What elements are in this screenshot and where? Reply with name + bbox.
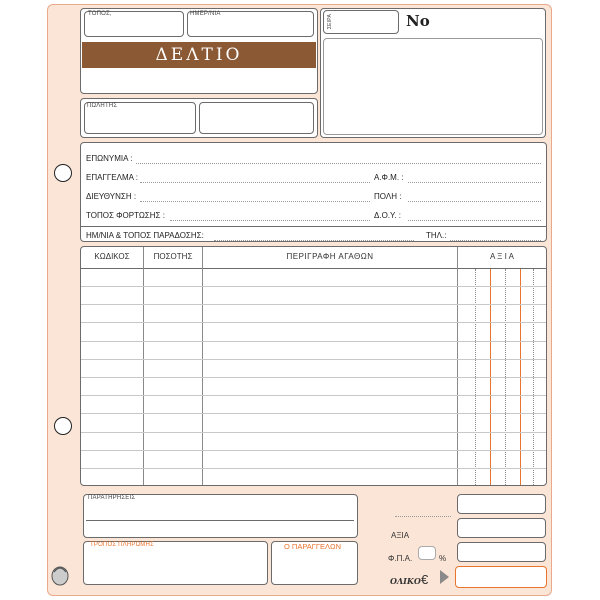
table-row[interactable] (81, 395, 546, 396)
table-row[interactable] (81, 432, 546, 433)
currency-symbol: € (421, 572, 429, 587)
vat-total-label: Φ.Π.Α. (388, 554, 413, 563)
customer-address-label: ΔΙΕΥΘΥΝΣΗ : (86, 192, 137, 201)
value-sub-field[interactable] (457, 518, 546, 538)
table-row[interactable] (81, 468, 546, 469)
col-desc-header: ΠΕΡΙΓΡΑΦΗ ΑΓΑΘΩΝ (286, 252, 374, 261)
delivery-line[interactable] (214, 240, 414, 241)
vat-total-field[interactable] (457, 542, 546, 562)
totals-top-line (395, 516, 451, 517)
table-row[interactable] (81, 286, 546, 287)
series-field[interactable] (323, 10, 399, 34)
customer-city-label: ΠΟΛΗ : (374, 192, 402, 201)
delivery-label: ΗΜ/ΝΙΑ & ΤΟΠΟΣ ΠΑΡΑΔΟΣΗΣ: (86, 231, 204, 240)
table-row[interactable] (81, 322, 546, 323)
customer-name-line[interactable] (136, 163, 541, 164)
customer-address-line[interactable] (140, 201, 370, 202)
loading-place-line[interactable] (170, 220, 370, 221)
grand-total-label: ΟΛΙΚΟ (390, 576, 421, 586)
table-row[interactable] (81, 359, 546, 360)
customer-divider (81, 226, 546, 227)
table-row[interactable] (81, 341, 546, 342)
phone-label: ΤΗΛ.: (426, 231, 447, 240)
loading-place-label: ΤΟΠΟΣ ΦΟΡΤΩΣΗΣ : (86, 211, 165, 220)
vat-percent-sign: % (439, 554, 447, 563)
col-qty-header: ΠΟΣΟΤΗΣ (153, 252, 193, 261)
col-value-header: Α Ξ Ι Α (490, 252, 514, 261)
tax-office-label: Δ.Ο.Υ. : (374, 211, 401, 220)
seller-label: ΠΩΛΗΤΗΣ (87, 103, 118, 109)
form-title: ΔΕΛΤΙΟ ΠΑΡΑΓΓΕΛΙΑΣ (82, 42, 316, 68)
printer-logo (50, 560, 70, 588)
table-header-divider (81, 268, 546, 269)
date-label: ΗΜΕΡ/ΝΙΑ (190, 11, 221, 17)
customer-profession-line[interactable] (140, 182, 370, 183)
customer-profession-label: ΕΠΑΓΓΕΛΜΑ : (86, 173, 138, 182)
series-label: ΣΕΙΡΑ (327, 14, 333, 30)
remarks-label: ΠΑΡΑΤΗΡΗΣΕΙΣ (88, 495, 136, 501)
place-label: ΤΟΠΟΣ, (88, 11, 112, 17)
table-row[interactable] (81, 450, 546, 451)
seller-extra-field[interactable] (199, 102, 314, 134)
tax-office-line[interactable] (408, 220, 541, 221)
customer-vat-line[interactable] (408, 182, 541, 183)
value-total-label: ΑΞΙΑ (391, 531, 410, 540)
vat-percent-field[interactable] (418, 546, 436, 560)
payment-label: ΤΡΟΠΟΣ ΠΛΗΡΩΜΗΣ (90, 542, 154, 548)
customer-name-label: ΕΠΩΝΥΜΙΑ : (86, 154, 133, 163)
customer-box (80, 142, 547, 242)
orderer-label: Ο ΠΑΡΑΓΓΕΛΩΝ (284, 542, 342, 551)
phone-line[interactable] (450, 240, 541, 241)
table-row[interactable] (81, 304, 546, 305)
binder-hole-top (54, 164, 72, 182)
remarks-line (86, 520, 354, 521)
customer-vat-label: Α.Φ.Μ. : (374, 173, 404, 182)
grand-total-field[interactable] (455, 566, 547, 588)
value-total-field[interactable] (457, 494, 546, 514)
customer-city-line[interactable] (408, 201, 541, 202)
binder-hole-bottom (54, 417, 72, 435)
table-row[interactable] (81, 413, 546, 414)
number-label: No (406, 12, 430, 30)
number-area[interactable] (323, 38, 543, 135)
arrow-icon (440, 570, 449, 584)
col-code-header: ΚΩΔΙΚΟΣ (94, 252, 130, 261)
table-row[interactable] (81, 377, 546, 378)
